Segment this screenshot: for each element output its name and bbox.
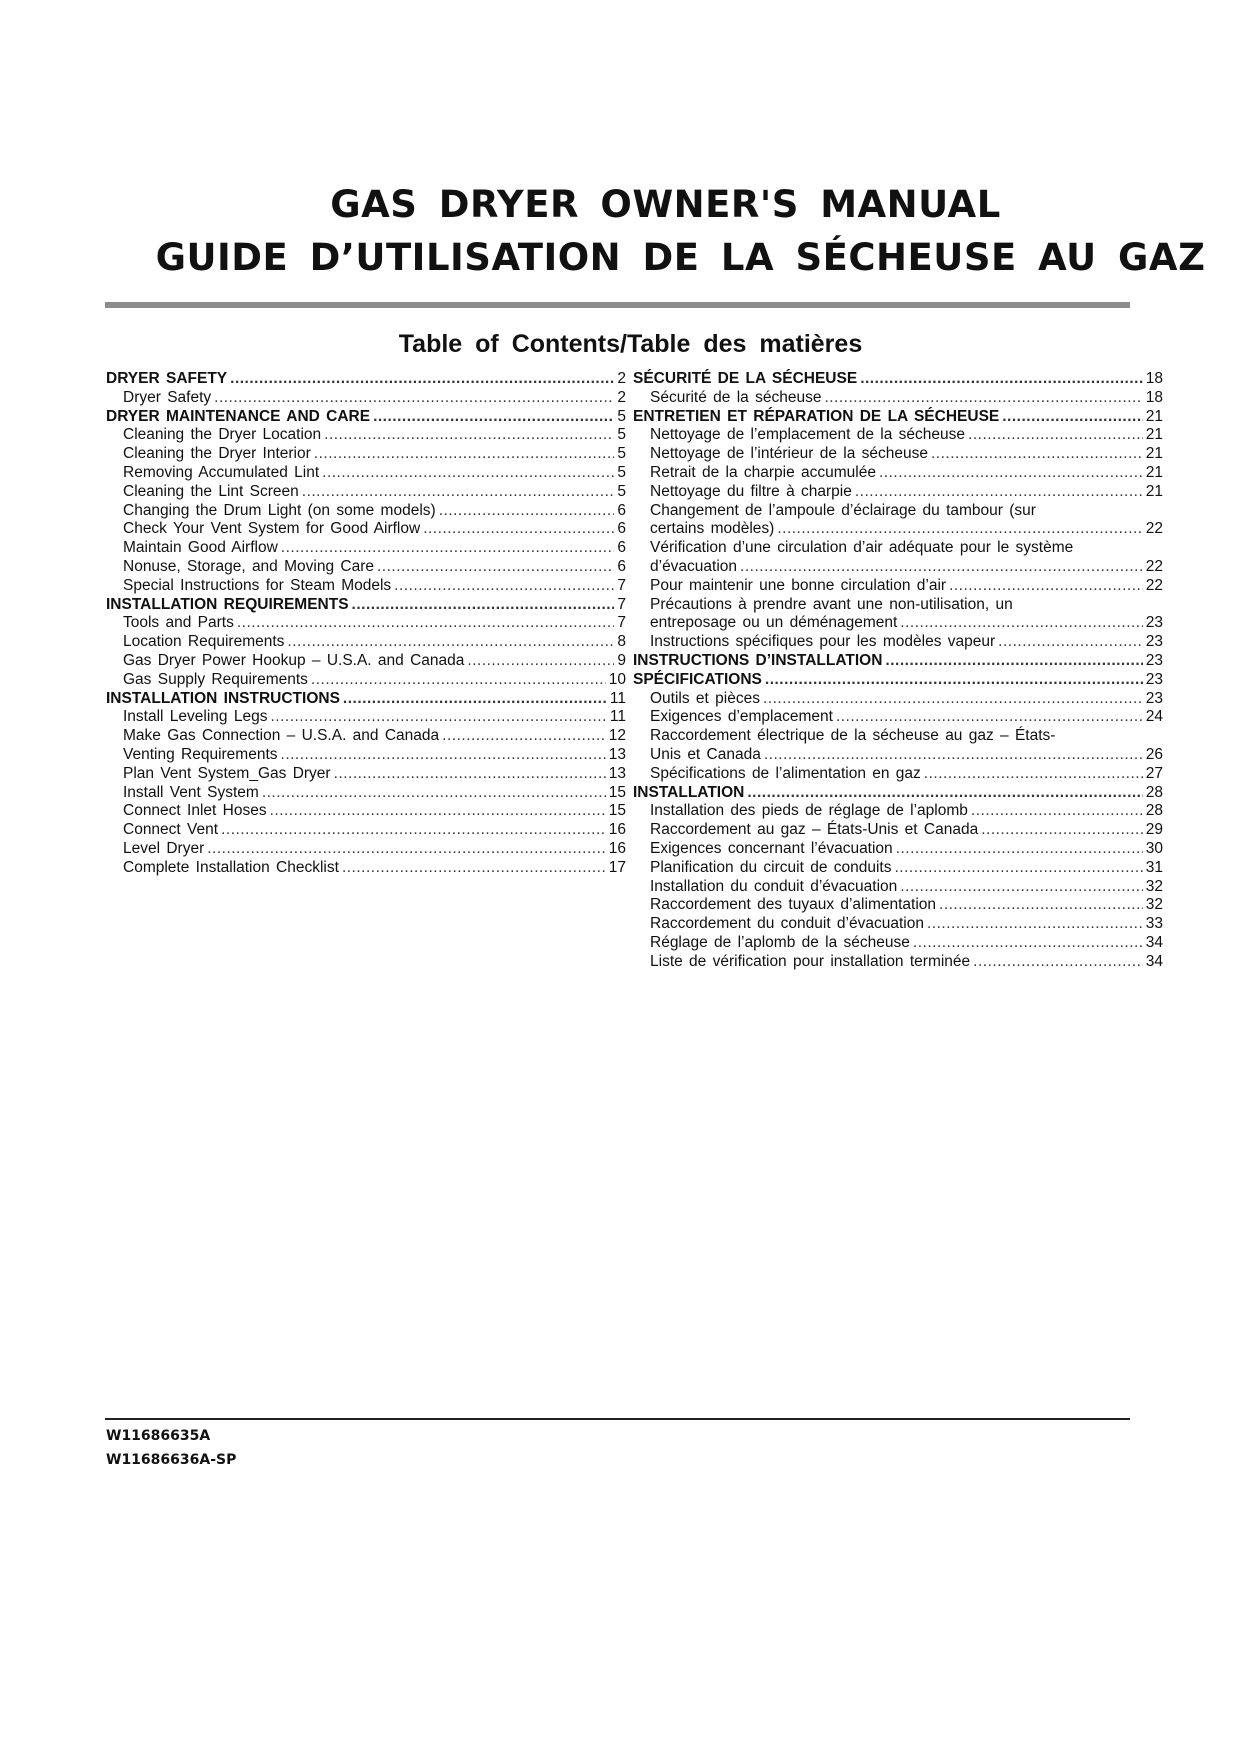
toc-section[interactable]	[633, 370, 1163, 389]
toc-entry-line: Précautions à prendre avant une non-utilisation, un	[650, 595, 1013, 613]
toc-entry-title: Raccordement des tuyaux d’alimentation	[650, 896, 937, 914]
toc-entry[interactable]	[106, 727, 626, 746]
toc-page-number: 26	[1145, 745, 1163, 763]
toc-entry[interactable]	[106, 765, 626, 784]
dot-leader	[777, 520, 1142, 539]
toc-entry-title: INSTALLATION	[633, 783, 745, 801]
toc-page-number: 5	[617, 426, 626, 444]
toc-entry-title: Installation des pieds de réglage de l’aplomb	[650, 802, 968, 820]
dot-leader	[900, 878, 1142, 897]
toc-page-number: 5	[617, 445, 626, 463]
toc-page-number: 9	[617, 651, 626, 669]
dot-leader	[423, 520, 614, 539]
toc-entry-title: Instructions spécifiques pour les modèles vapeur	[650, 633, 996, 651]
toc-entry[interactable]	[106, 671, 626, 690]
toc-page-number: 21	[1145, 463, 1163, 481]
toc-entry-title: SÉCURITÉ DE LA SÉCHEUSE	[633, 370, 858, 387]
toc-page-number: 8	[617, 633, 626, 651]
toc-entry[interactable]	[106, 821, 626, 840]
toc-page-number: 7	[617, 614, 626, 632]
toc-entry[interactable]	[633, 426, 1163, 445]
toc-entry-title: INSTALLATION REQUIREMENTS	[106, 595, 349, 613]
dot-leader	[281, 539, 615, 558]
dot-leader	[302, 483, 615, 502]
toc-page-number: 6	[617, 520, 626, 538]
toc-entry-line: Vérification d’une circulation d’air adéquate pour le système	[650, 539, 1074, 557]
toc-page-number: 23	[1145, 633, 1163, 651]
toc-column-french	[633, 370, 1163, 972]
title-divider	[105, 302, 1130, 308]
toc-entry-title: Venting Requirements	[123, 745, 278, 763]
toc-page-number: 28	[1145, 802, 1163, 820]
dot-leader	[311, 671, 606, 690]
toc-entry-title: Raccordement au gaz – États-Unis et Canada	[650, 821, 979, 839]
toc-section[interactable]	[106, 370, 626, 389]
toc-page-number: 23	[1145, 614, 1163, 632]
part-number: W11686635A	[106, 1428, 211, 1444]
toc-entry[interactable]	[633, 934, 1163, 953]
toc-entry-title: Install Leveling Legs	[123, 708, 268, 726]
toc-entry-title: Dryer Safety	[123, 388, 212, 406]
toc-entry-title: Sécurité de la sécheuse	[650, 388, 822, 406]
dot-leader	[836, 708, 1143, 727]
dot-leader	[949, 577, 1143, 596]
dot-leader	[740, 558, 1143, 577]
dot-leader	[270, 802, 606, 821]
toc-entry[interactable]	[633, 389, 1163, 408]
toc-entry[interactable]	[106, 539, 626, 558]
toc-entry[interactable]	[633, 859, 1163, 878]
dot-leader	[221, 821, 606, 840]
toc-page-number: 34	[1145, 933, 1163, 951]
toc-page-number: 12	[608, 727, 626, 745]
toc-page-number: 13	[608, 764, 626, 782]
toc-page-number: 33	[1145, 915, 1163, 933]
dot-leader	[343, 690, 607, 709]
dot-leader	[747, 784, 1142, 803]
toc-entry[interactable]	[106, 746, 626, 765]
toc-entry-title: Changing the Drum Light (on some models)	[123, 501, 436, 519]
toc-entry-title: INSTRUCTIONS D’INSTALLATION	[633, 651, 883, 669]
toc-section[interactable]	[106, 408, 626, 427]
toc-entry[interactable]	[106, 614, 626, 633]
toc-entry[interactable]	[106, 859, 626, 878]
dot-leader	[860, 370, 1143, 389]
toc-entry-title: Réglage de l’aplomb de la sécheuse	[650, 933, 910, 951]
toc-entry[interactable]	[633, 483, 1163, 502]
toc-entry-title: INSTALLATION INSTRUCTIONS	[106, 689, 340, 707]
toc-page-number: 28	[1145, 783, 1163, 801]
toc-entry-title: Special Instructions for Steam Models	[123, 576, 392, 594]
dot-leader	[998, 633, 1143, 652]
toc-entry-title: Spécifications de l’alimentation en gaz	[650, 764, 921, 782]
toc-entry-title: Connect Vent	[123, 821, 219, 839]
dot-leader	[314, 445, 615, 464]
toc-entry-title: Retrait de la charpie accumulée	[650, 463, 876, 481]
dot-leader	[373, 408, 614, 427]
toc-entry-title: Maintain Good Airflow	[123, 539, 278, 557]
toc-heading: Table of Contents/Table des matières	[398, 330, 863, 358]
dot-leader	[394, 577, 614, 596]
toc-page-number: 29	[1145, 821, 1163, 839]
toc-entry-title: Unis et Canada	[650, 745, 761, 763]
toc-entry-title: Cleaning the Dryer Location	[123, 426, 322, 444]
toc-entry-title: Check Your Vent System for Good Airflow	[123, 520, 421, 538]
toc-page-number: 21	[1145, 445, 1163, 463]
dot-leader	[262, 784, 606, 803]
toc-entry-title: Planification du circuit de conduits	[650, 858, 892, 876]
toc-page-number: 32	[1145, 877, 1163, 895]
toc-entry[interactable]	[633, 821, 1163, 840]
toc-entry-title: Raccordement du conduit d’évacuation	[650, 915, 924, 933]
dot-leader	[939, 896, 1143, 915]
toc-page-number: 5	[617, 463, 626, 481]
dot-leader	[342, 859, 606, 878]
toc-entry-title: DRYER MAINTENANCE AND CARE	[106, 407, 371, 425]
toc-entry[interactable]	[106, 483, 626, 502]
dot-leader	[270, 708, 606, 727]
manual-title-english: GAS DRYER OWNER'S MANUAL	[330, 183, 1001, 226]
toc-entry[interactable]	[633, 614, 1163, 633]
toc-page-number: 17	[608, 858, 626, 876]
dot-leader	[927, 915, 1143, 934]
toc-section[interactable]	[633, 784, 1163, 803]
toc-page-number: 10	[608, 670, 626, 688]
toc-page-number: 34	[1145, 952, 1163, 970]
toc-entry[interactable]	[106, 502, 626, 521]
toc-entry[interactable]	[633, 690, 1163, 709]
toc-entry-title: Pour maintenir une bonne circulation d’air	[650, 576, 947, 594]
toc-entry[interactable]	[106, 558, 626, 577]
toc-entry[interactable]	[633, 765, 1163, 784]
dot-leader	[895, 859, 1143, 878]
toc-entry[interactable]	[633, 953, 1163, 972]
toc-entry[interactable]	[633, 802, 1163, 821]
toc-section[interactable]	[633, 652, 1163, 671]
dot-leader	[214, 389, 614, 408]
toc-entry-title: d’évacuation	[650, 557, 738, 575]
toc-section[interactable]	[633, 408, 1163, 427]
dot-leader	[879, 464, 1143, 483]
toc-entry-title: Cleaning the Lint Screen	[123, 482, 299, 500]
toc-entry[interactable]	[633, 896, 1163, 915]
toc-entry-line: Raccordement électrique de la sécheuse au gaz – États-	[650, 727, 1056, 745]
toc-page-number: 6	[617, 557, 626, 575]
dot-leader	[442, 727, 606, 746]
toc-entry[interactable]	[106, 464, 626, 483]
toc-page-number: 5	[617, 482, 626, 500]
toc-column-english	[106, 370, 626, 878]
toc-page-number: 24	[1145, 708, 1163, 726]
dot-leader	[973, 953, 1143, 972]
toc-entry-title: Install Vent System	[123, 783, 259, 801]
toc-page-number: 23	[1145, 651, 1163, 669]
toc-page-number: 23	[1145, 689, 1163, 707]
toc-page-number: 31	[1145, 858, 1163, 876]
toc-entry[interactable]	[106, 784, 626, 803]
toc-section[interactable]	[633, 671, 1163, 690]
toc-page-number: 15	[608, 802, 626, 820]
toc-page-number: 11	[609, 708, 626, 726]
dot-leader	[324, 426, 614, 445]
dot-leader	[1002, 408, 1143, 427]
toc-entry-title: certains modèles)	[650, 520, 775, 538]
toc-page-number: 15	[608, 783, 626, 801]
toc-entry[interactable]	[106, 633, 626, 652]
toc-entry-title: Plan Vent System_Gas Dryer	[123, 764, 331, 782]
toc-entry[interactable]	[106, 652, 626, 671]
dot-leader	[931, 445, 1143, 464]
dot-leader	[968, 426, 1143, 445]
dot-leader	[281, 746, 606, 765]
toc-entry-title: Connect Inlet Hoses	[123, 802, 267, 820]
dot-leader	[824, 389, 1142, 408]
toc-entry[interactable]	[106, 389, 626, 408]
toc-entry-title: Level Dryer	[123, 839, 205, 857]
toc-entry-title: Installation du conduit d’évacuation	[650, 877, 898, 895]
toc-page-number: 22	[1145, 520, 1163, 538]
toc-entry[interactable]	[106, 577, 626, 596]
toc-entry[interactable]	[106, 802, 626, 821]
toc-page-number: 18	[1145, 370, 1163, 387]
toc-page-number: 6	[617, 501, 626, 519]
dot-leader	[439, 502, 615, 521]
toc-entry[interactable]	[633, 708, 1163, 727]
toc-entry[interactable]	[106, 426, 626, 445]
toc-page-number: 13	[608, 745, 626, 763]
toc-page-number: 2	[617, 388, 626, 406]
toc-page-number: 22	[1145, 557, 1163, 575]
toc-entry[interactable]	[633, 746, 1163, 765]
toc-entry-title: Make Gas Connection – U.S.A. and Canada	[123, 727, 440, 745]
toc-page-number: 16	[608, 821, 626, 839]
dot-leader	[765, 671, 1143, 690]
toc-entry[interactable]	[633, 840, 1163, 859]
toc-page-number: 21	[1145, 482, 1163, 500]
toc-section[interactable]	[106, 690, 626, 709]
dot-leader	[467, 652, 614, 671]
toc-page-number: 22	[1145, 576, 1163, 594]
toc-page-number: 21	[1145, 407, 1163, 425]
toc-entry[interactable]	[633, 633, 1163, 652]
dot-leader	[230, 370, 614, 389]
toc-entry-title: Exigences concernant l’évacuation	[650, 839, 893, 857]
toc-entry[interactable]	[633, 878, 1163, 897]
dot-leader	[896, 840, 1143, 859]
toc-entry-title: Location Requirements	[123, 633, 285, 651]
dot-leader	[334, 765, 606, 784]
toc-page-number: 23	[1145, 670, 1163, 688]
toc-entry-title: SPÉCIFICATIONS	[633, 670, 762, 688]
toc-entry-line: Changement de l’ampoule d’éclairage du tambour (sur	[650, 501, 1036, 519]
dot-leader	[763, 690, 1143, 709]
dot-leader	[764, 746, 1143, 765]
toc-entry-title: Gas Supply Requirements	[123, 670, 308, 688]
toc-entry-title: entreposage ou un déménagement	[650, 614, 898, 632]
dot-leader	[377, 558, 614, 577]
toc-entry[interactable]	[633, 577, 1163, 596]
dot-leader	[885, 652, 1142, 671]
dot-leader	[207, 840, 606, 859]
dot-leader	[900, 614, 1142, 633]
toc-entry[interactable]	[633, 520, 1163, 539]
dot-leader	[981, 821, 1143, 840]
toc-entry-title: Nettoyage de l’intérieur de la sécheuse	[650, 445, 928, 463]
dot-leader	[855, 483, 1143, 502]
toc-page-number: 11	[609, 689, 626, 707]
toc-page-number: 21	[1145, 426, 1163, 444]
toc-page-number: 27	[1145, 764, 1163, 782]
toc-entry-title: Removing Accumulated Lint	[123, 463, 320, 481]
manual-title-french: GUIDE D’UTILISATION DE LA SÉCHEUSE AU GAZ	[155, 236, 1206, 279]
toc-entry[interactable]	[106, 840, 626, 859]
toc-entry-title: ENTRETIEN ET RÉPARATION DE LA SÉCHEUSE	[633, 407, 1000, 425]
dot-leader	[352, 596, 615, 615]
toc-page-number: 6	[617, 539, 626, 557]
toc-page-number: 30	[1145, 839, 1163, 857]
toc-page-number: 18	[1145, 388, 1163, 406]
toc-entry[interactable]	[106, 708, 626, 727]
toc-section[interactable]	[106, 596, 626, 615]
toc-entry[interactable]	[633, 464, 1163, 483]
dot-leader	[322, 464, 614, 483]
toc-entry[interactable]	[633, 558, 1163, 577]
dot-leader	[971, 802, 1143, 821]
toc-page-number: 16	[608, 839, 626, 857]
toc-page-number: 7	[617, 576, 626, 594]
part-number-sp: W11686636A-SP	[106, 1452, 237, 1468]
toc-entry-title: Cleaning the Dryer Interior	[123, 445, 311, 463]
toc-page-number: 2	[617, 370, 626, 387]
toc-entry[interactable]	[106, 445, 626, 464]
dot-leader	[924, 765, 1143, 784]
toc-entry-title: Outils et pièces	[650, 689, 760, 707]
toc-entry-title: Complete Installation Checklist	[123, 858, 339, 876]
dot-leader	[287, 633, 614, 652]
toc-entry-title: Nonuse, Storage, and Moving Care	[123, 557, 374, 575]
dot-leader	[237, 614, 615, 633]
toc-page-number: 32	[1145, 896, 1163, 914]
toc-entry-title: Exigences d’emplacement	[650, 708, 833, 726]
toc-entry[interactable]	[633, 915, 1163, 934]
toc-entry[interactable]	[106, 520, 626, 539]
toc-entry-title: Nettoyage de l’emplacement de la sécheuse	[650, 426, 966, 444]
toc-entry-title: Tools and Parts	[123, 614, 234, 632]
toc-entry[interactable]	[633, 445, 1163, 464]
toc-entry-title: DRYER SAFETY	[106, 370, 228, 387]
dot-leader	[913, 934, 1143, 953]
toc-page-number: 7	[617, 595, 626, 613]
toc-entry-title: Liste de vérification pour installation terminée	[650, 952, 971, 970]
toc-page-number: 5	[617, 407, 626, 425]
toc-entry-title: Gas Dryer Power Hookup – U.S.A. and Canada	[123, 651, 465, 669]
toc-entry-title: Nettoyage du filtre à charpie	[650, 482, 852, 500]
footer-divider	[105, 1418, 1130, 1420]
